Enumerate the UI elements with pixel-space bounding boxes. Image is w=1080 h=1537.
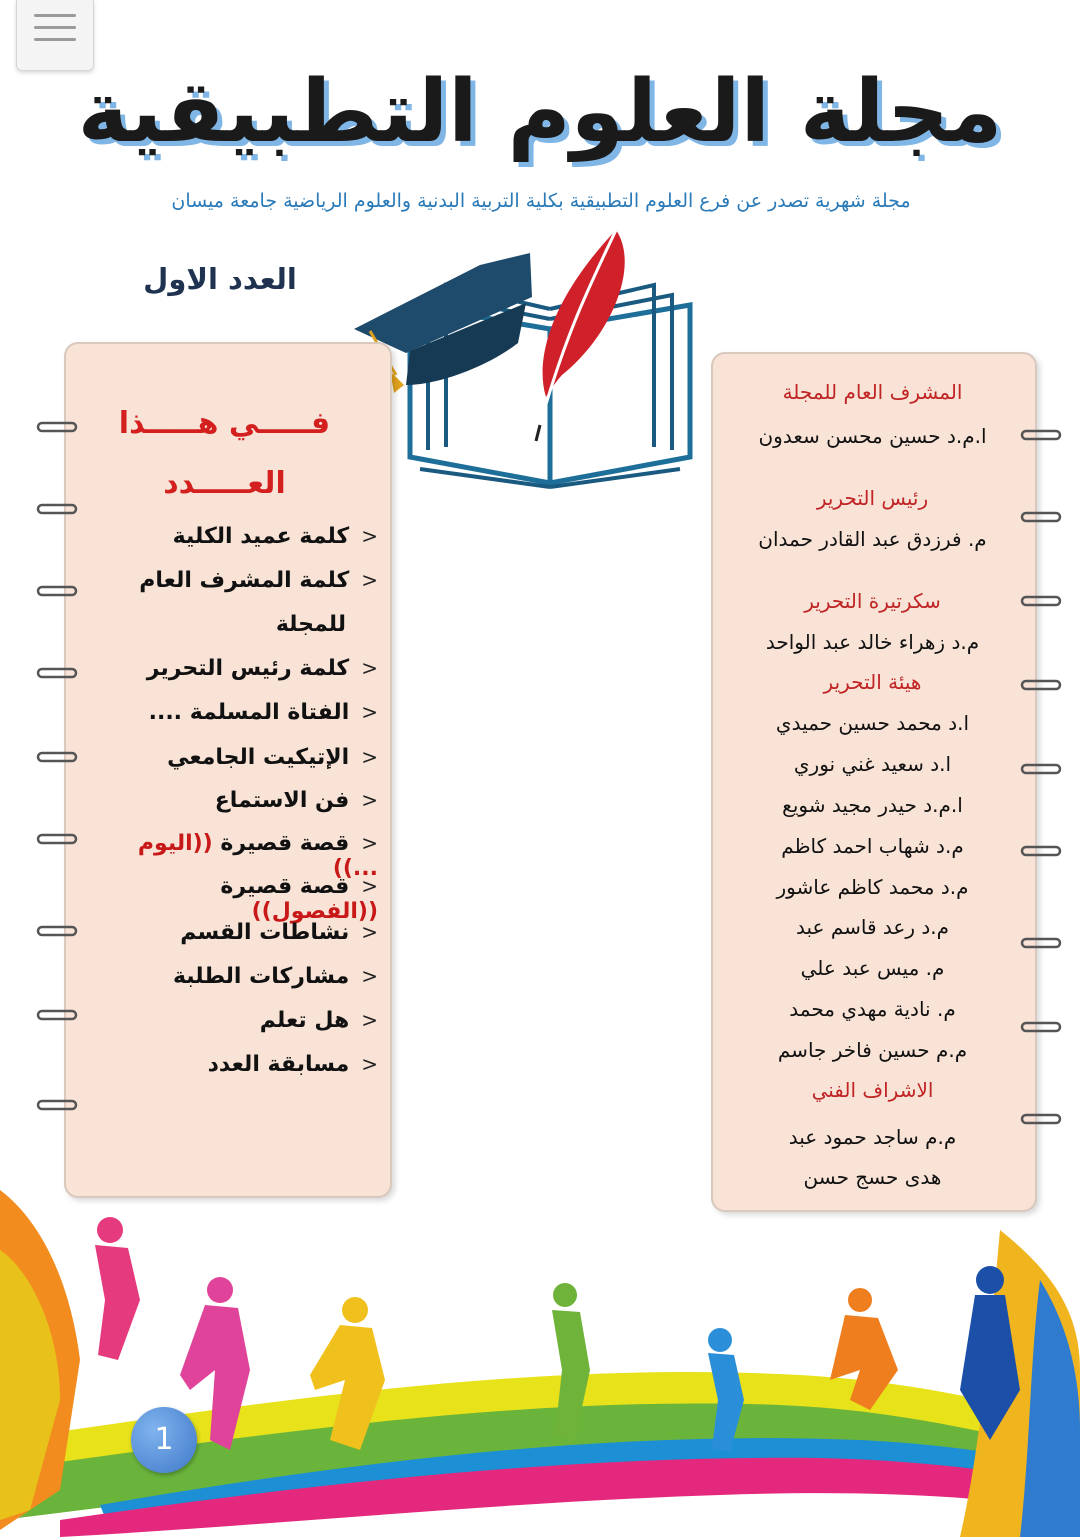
chevron-left-icon: < xyxy=(361,656,378,680)
staff-name: م. فرزدق عبد القادر حمدان xyxy=(758,527,987,551)
chevron-left-icon: < xyxy=(361,745,378,769)
staff-name: ا.د محمد حسين حميدي xyxy=(775,711,970,735)
toc-item[interactable]: <فن الاستماع xyxy=(214,788,378,813)
staff-heading: هيئة التحرير xyxy=(823,670,922,694)
staff-heading: الاشراف الفني xyxy=(811,1078,934,1102)
staff-name: م.م ساجد حمود عبد xyxy=(788,1125,957,1149)
toc-item[interactable]: <قصة قصيرة ((الفصول)) xyxy=(220,874,378,924)
binder-ring-icon xyxy=(1020,428,1062,442)
binder-ring-icon xyxy=(1020,1020,1062,1034)
staff-name: هدى حسج حسن xyxy=(803,1165,942,1189)
binder-ring-icon xyxy=(36,1098,78,1112)
menu-icon-bar xyxy=(34,14,76,17)
menu-button[interactable] xyxy=(16,0,94,71)
binder-ring-icon xyxy=(1020,678,1062,692)
contents-heading: العـــــدد xyxy=(163,466,286,501)
toc-item[interactable]: <كلمة رئيس التحرير xyxy=(146,656,378,681)
staff-name: ا.د سعيد غني نوري xyxy=(793,752,952,776)
binder-ring-icon xyxy=(36,924,78,938)
toc-item[interactable]: <الإتيكيت الجامعي xyxy=(167,745,378,770)
toc-item[interactable]: <قصة قصيرة ((اليوم ...)) xyxy=(137,831,378,881)
binder-ring-icon xyxy=(1020,594,1062,608)
binder-ring-icon xyxy=(36,584,78,598)
chevron-left-icon: < xyxy=(361,788,378,812)
magazine-subtitle: مجلة شهرية تصدر عن فرع العلوم التطبيقية بكلية التربية البدنية والعلوم الرياضية جامعة ميسان xyxy=(171,190,911,212)
toc-item[interactable]: <كلمة المشرف العام xyxy=(139,568,378,593)
binder-ring-icon xyxy=(1020,762,1062,776)
toc-item[interactable]: <كلمة عميد الكلية xyxy=(172,524,378,549)
staff-name: م.د محمد كاظم عاشور xyxy=(776,875,969,899)
binder-ring-icon xyxy=(36,666,78,680)
toc-item[interactable]: <نشاطات القسم xyxy=(180,920,378,945)
chevron-left-icon: < xyxy=(361,831,378,855)
chevron-left-icon: < xyxy=(361,964,378,988)
staff-name: ا.م.د حسين محسن سعدون xyxy=(758,424,987,448)
page-number-badge: 1 xyxy=(131,1407,197,1473)
toc-item-continuation: للمجلة xyxy=(275,612,346,637)
contents-heading: فـــــي هـــــذا xyxy=(118,406,331,441)
binder-ring-icon xyxy=(36,750,78,764)
menu-icon-bar xyxy=(34,38,76,41)
menu-icon-bar xyxy=(34,26,76,29)
book-cap-feather-logo xyxy=(350,225,700,500)
binder-ring-icon xyxy=(1020,510,1062,524)
chevron-left-icon: < xyxy=(361,524,378,548)
chevron-left-icon: < xyxy=(361,1008,378,1032)
staff-name: م. نادية مهدي محمد xyxy=(789,997,956,1021)
binder-ring-icon xyxy=(36,832,78,846)
chevron-left-icon: < xyxy=(361,1052,378,1076)
staff-name: م.د زهراء خالد عبد الواحد xyxy=(765,630,980,654)
staff-name: م.د شهاب احمد كاظم xyxy=(781,834,964,858)
staff-heading: رئيس التحرير xyxy=(816,486,929,510)
binder-ring-icon xyxy=(1020,844,1062,858)
binder-ring-icon xyxy=(36,502,78,516)
binder-ring-icon xyxy=(36,1008,78,1022)
toc-item[interactable]: <الفتاة المسلمة .... xyxy=(148,700,378,725)
sports-silhouettes-illustration xyxy=(0,1190,1080,1537)
chevron-left-icon: < xyxy=(361,920,378,944)
toc-item[interactable]: <هل تعلم xyxy=(259,1008,378,1033)
binder-ring-icon xyxy=(1020,936,1062,950)
binder-ring-icon xyxy=(1020,1112,1062,1126)
chevron-left-icon: < xyxy=(361,700,378,724)
toc-item[interactable]: <مشاركات الطلبة xyxy=(172,964,378,989)
chevron-left-icon: < xyxy=(361,874,378,898)
binder-ring-icon xyxy=(36,420,78,434)
staff-name: م.د رعد قاسم عبد xyxy=(796,915,949,939)
issue-label: العدد الاول xyxy=(143,262,297,296)
staff-heading: المشرف العام للمجلة xyxy=(782,380,963,404)
toc-item[interactable]: <مسابقة العدد xyxy=(207,1052,378,1077)
chevron-left-icon: < xyxy=(361,568,378,592)
staff-heading: سكرتيرة التحرير xyxy=(804,589,941,613)
magazine-title: مجلة العلوم التطبيقية xyxy=(77,62,1003,162)
staff-name: ا.م.د حيدر مجيد شويع xyxy=(782,793,963,817)
staff-name: م.م حسين فاخر جاسم xyxy=(777,1038,968,1062)
staff-name: م. ميس عبد علي xyxy=(800,956,945,980)
